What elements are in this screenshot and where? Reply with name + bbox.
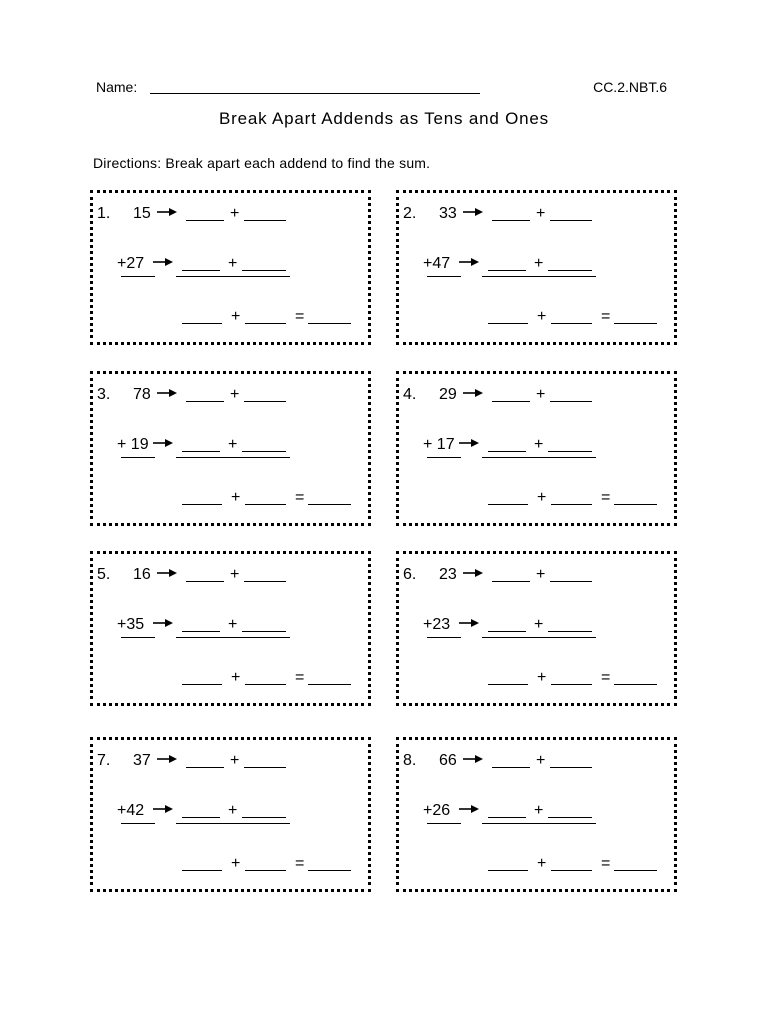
plus-sign: +: [230, 386, 240, 403]
problem-number: 1.: [97, 205, 111, 222]
plus-sign: +: [231, 489, 241, 506]
ones-sum-blank[interactable]: [245, 684, 286, 685]
answer-blank[interactable]: [308, 684, 351, 685]
plus-sign: +: [534, 255, 544, 272]
equals-sign: =: [601, 855, 611, 872]
addend-underline[interactable]: [427, 276, 461, 277]
sum-line[interactable]: [482, 457, 596, 458]
problem-card: [90, 551, 371, 706]
plus-sign: +: [534, 616, 544, 633]
tens-sum-blank[interactable]: [182, 870, 222, 871]
answer-blank[interactable]: [614, 684, 657, 685]
ones-blank[interactable]: [242, 270, 286, 271]
answer-blank[interactable]: [614, 870, 657, 871]
tens-blank[interactable]: [488, 451, 526, 452]
sum-line[interactable]: [482, 637, 596, 638]
second-addend: +26: [423, 802, 451, 819]
ones-sum-blank[interactable]: [551, 684, 592, 685]
problem-card: [396, 190, 677, 345]
second-addend: +42: [117, 802, 145, 819]
plus-sign: +: [536, 205, 546, 222]
first-addend: 78: [133, 386, 151, 403]
right-arrow-icon: [153, 618, 173, 628]
worksheet-title: Break Apart Addends as Tens and Ones: [219, 109, 549, 128]
tens-sum-blank[interactable]: [488, 323, 528, 324]
sum-line[interactable]: [482, 823, 596, 824]
equals-sign: =: [295, 855, 305, 872]
plus-sign: +: [537, 308, 547, 325]
ones-blank[interactable]: [548, 817, 592, 818]
problem-number: 5.: [97, 566, 111, 583]
problem-card: [90, 190, 371, 345]
tens-blank[interactable]: [182, 270, 220, 271]
directions: Directions: Break apart each addend to find the sum.: [93, 155, 431, 171]
standard-code: CC.2.NBT.6: [593, 79, 667, 95]
answer-blank[interactable]: [308, 323, 351, 324]
sum-line[interactable]: [176, 457, 290, 458]
name-label: Name:: [96, 79, 138, 95]
tens-blank[interactable]: [488, 631, 526, 632]
right-arrow-icon: [463, 754, 483, 764]
ones-blank[interactable]: [242, 451, 286, 452]
first-addend: 37: [133, 752, 151, 769]
tens-sum-blank[interactable]: [182, 684, 222, 685]
right-arrow-icon: [153, 804, 173, 814]
tens-blank[interactable]: [186, 220, 224, 221]
problem-card: [396, 551, 677, 706]
plus-sign: +: [228, 255, 238, 272]
problem-card: [396, 371, 677, 526]
plus-sign: +: [231, 308, 241, 325]
first-addend: 29: [439, 386, 457, 403]
addend-underline[interactable]: [121, 457, 155, 458]
answer-blank[interactable]: [308, 870, 351, 871]
first-addend: 33: [439, 205, 457, 222]
plus-sign: +: [230, 566, 240, 583]
plus-sign: +: [536, 566, 546, 583]
ones-blank[interactable]: [550, 767, 592, 768]
tens-blank[interactable]: [492, 767, 530, 768]
right-arrow-icon: [157, 207, 177, 217]
name-field[interactable]: [150, 93, 480, 94]
ones-blank[interactable]: [242, 631, 286, 632]
sum-line[interactable]: [176, 823, 290, 824]
addend-underline[interactable]: [121, 637, 155, 638]
tens-sum-blank[interactable]: [182, 504, 222, 505]
tens-blank[interactable]: [186, 767, 224, 768]
plus-sign: +: [228, 616, 238, 633]
sum-line[interactable]: [482, 276, 596, 277]
right-arrow-icon: [459, 257, 479, 267]
right-arrow-icon: [153, 438, 173, 448]
tens-blank[interactable]: [182, 817, 220, 818]
ones-blank[interactable]: [244, 220, 286, 221]
tens-sum-blank[interactable]: [182, 323, 222, 324]
second-addend: +27: [117, 255, 145, 272]
tens-blank[interactable]: [492, 401, 530, 402]
addend-underline[interactable]: [427, 823, 461, 824]
problem-number: 8.: [403, 752, 417, 769]
plus-sign: +: [537, 855, 547, 872]
ones-sum-blank[interactable]: [245, 323, 286, 324]
ones-blank[interactable]: [548, 451, 592, 452]
second-addend: + 19: [117, 436, 149, 453]
ones-blank[interactable]: [242, 817, 286, 818]
first-addend: 66: [439, 752, 457, 769]
ones-blank[interactable]: [548, 270, 592, 271]
plus-sign: +: [537, 669, 547, 686]
problem-number: 7.: [97, 752, 111, 769]
ones-blank[interactable]: [550, 401, 592, 402]
first-addend: 15: [133, 205, 151, 222]
second-addend: +23: [423, 616, 451, 633]
problem-card: [90, 371, 371, 526]
problem-number: 3.: [97, 386, 111, 403]
right-arrow-icon: [463, 568, 483, 578]
right-arrow-icon: [157, 754, 177, 764]
plus-sign: +: [231, 855, 241, 872]
ones-blank[interactable]: [244, 767, 286, 768]
plus-sign: +: [228, 436, 238, 453]
ones-blank[interactable]: [244, 401, 286, 402]
problem-number: 4.: [403, 386, 417, 403]
problem-card: [90, 737, 371, 892]
ones-sum-blank[interactable]: [551, 323, 592, 324]
tens-sum-blank[interactable]: [488, 870, 528, 871]
problem-number: 2.: [403, 205, 417, 222]
ones-blank[interactable]: [550, 220, 592, 221]
problem-number: 6.: [403, 566, 417, 583]
ones-blank[interactable]: [548, 631, 592, 632]
plus-sign: +: [230, 752, 240, 769]
sum-line[interactable]: [176, 637, 290, 638]
ones-sum-blank[interactable]: [245, 504, 286, 505]
equals-sign: =: [295, 308, 305, 325]
addend-underline[interactable]: [427, 457, 461, 458]
tens-blank[interactable]: [492, 220, 530, 221]
ones-blank[interactable]: [244, 581, 286, 582]
addend-underline[interactable]: [427, 637, 461, 638]
tens-blank[interactable]: [182, 451, 220, 452]
answer-blank[interactable]: [614, 504, 657, 505]
ones-sum-blank[interactable]: [551, 870, 592, 871]
equals-sign: =: [295, 489, 305, 506]
plus-sign: +: [534, 436, 544, 453]
plus-sign: +: [536, 386, 546, 403]
answer-blank[interactable]: [308, 504, 351, 505]
addend-underline[interactable]: [121, 823, 155, 824]
right-arrow-icon: [459, 438, 479, 448]
plus-sign: +: [536, 752, 546, 769]
plus-sign: +: [534, 802, 544, 819]
equals-sign: =: [601, 308, 611, 325]
right-arrow-icon: [153, 257, 173, 267]
right-arrow-icon: [463, 388, 483, 398]
answer-blank[interactable]: [614, 323, 657, 324]
plus-sign: +: [537, 489, 547, 506]
right-arrow-icon: [459, 804, 479, 814]
plus-sign: +: [231, 669, 241, 686]
first-addend: 16: [133, 566, 151, 583]
right-arrow-icon: [157, 568, 177, 578]
problem-card: [396, 737, 677, 892]
tens-sum-blank[interactable]: [488, 684, 528, 685]
right-arrow-icon: [463, 207, 483, 217]
ones-sum-blank[interactable]: [245, 870, 286, 871]
tens-blank[interactable]: [492, 581, 530, 582]
second-addend: +47: [423, 255, 451, 272]
tens-blank[interactable]: [182, 631, 220, 632]
ones-blank[interactable]: [550, 581, 592, 582]
equals-sign: =: [601, 669, 611, 686]
tens-blank[interactable]: [186, 401, 224, 402]
right-arrow-icon: [157, 388, 177, 398]
right-arrow-icon: [459, 618, 479, 628]
tens-sum-blank[interactable]: [488, 504, 528, 505]
addend-underline[interactable]: [121, 276, 155, 277]
equals-sign: =: [295, 669, 305, 686]
ones-sum-blank[interactable]: [551, 504, 592, 505]
sum-line[interactable]: [176, 276, 290, 277]
plus-sign: +: [228, 802, 238, 819]
tens-blank[interactable]: [186, 581, 224, 582]
second-addend: +35: [117, 616, 145, 633]
equals-sign: =: [601, 489, 611, 506]
tens-blank[interactable]: [488, 270, 526, 271]
second-addend: + 17: [423, 436, 455, 453]
plus-sign: +: [230, 205, 240, 222]
tens-blank[interactable]: [488, 817, 526, 818]
first-addend: 23: [439, 566, 457, 583]
